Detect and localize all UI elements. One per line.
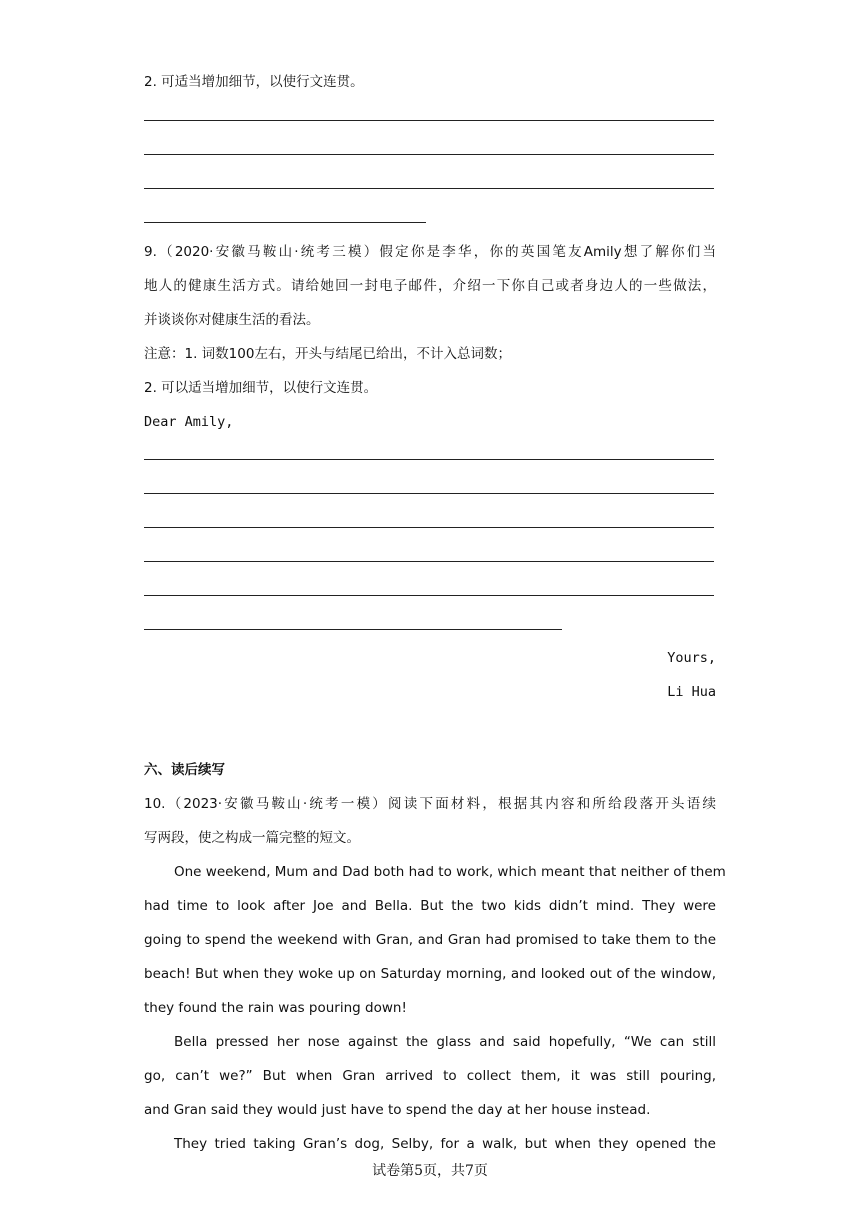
passage-line: beach! But when they woke up on Saturday morning, and looked out of the window,	[144, 966, 716, 982]
page-footer: 试卷第5页，共7页	[372, 1163, 488, 1179]
q9-prompt-line-3: 并谈谈你对健康生活的看法。	[144, 312, 320, 328]
passage-line: They tried taking Gran’s dog, Selby, for a walk, but when they opened the	[174, 1136, 716, 1152]
passage-line: going to spend the weekend with Gran, and Gran had promised to take them to the	[144, 932, 716, 948]
passage-line: Bella pressed her nose against the glass and said hopefully, “We can still	[174, 1034, 716, 1050]
writing-note-2: 2. 可适当增加细节，以使行文连贯。	[144, 74, 364, 90]
section-heading: 六、读后续写	[144, 762, 225, 778]
q9-note-2: 2. 可以适当增加细节，以使行文连贯。	[144, 380, 378, 396]
q9-prompt-line-1: 9.（2020·安徽马鞍山·统考三模）假定你是李华，你的英国笔友Amily想了解你们当	[144, 244, 716, 260]
q9-note-1: 注意：1. 词数100左右，开头与结尾已给出，不计入总词数；	[144, 346, 511, 362]
passage-line: go, can’t we?” But when Gran arrived to collect them, it was still pouring,	[144, 1068, 716, 1084]
passage-line: had time to look after Joe and Bella. But the two kids didn’t mind. They were	[144, 898, 716, 914]
answer-line	[144, 561, 714, 562]
q10-prompt-line-2: 写两段，使之构成一篇完整的短文。	[144, 830, 360, 846]
answer-line	[144, 222, 426, 223]
answer-line	[144, 459, 714, 460]
answer-line	[144, 595, 714, 596]
answer-line	[144, 188, 714, 189]
answer-line	[144, 493, 714, 494]
q9-prompt-line-2: 地人的健康生活方式。请给她回一封电子邮件，介绍一下你自己或者身边人的一些做法，	[144, 278, 716, 294]
answer-line	[144, 154, 714, 155]
q9-signature: Li Hua	[667, 684, 716, 700]
answer-line	[144, 527, 714, 528]
q10-prompt-line-1: 10.（2023·安徽马鞍山·统考一模）阅读下面材料，根据其内容和所给段落开头语续	[144, 796, 716, 812]
q9-greeting: Dear Amily,	[144, 414, 234, 430]
passage-line: One weekend, Mum and Dad both had to work, which meant that neither of them	[174, 864, 726, 880]
answer-line	[144, 629, 562, 630]
answer-line	[144, 120, 714, 121]
q9-closing: Yours,	[667, 650, 716, 666]
passage-line: they found the rain was pouring down!	[144, 1000, 407, 1016]
passage-line: and Gran said they would just have to spend the day at her house instead.	[144, 1102, 651, 1118]
